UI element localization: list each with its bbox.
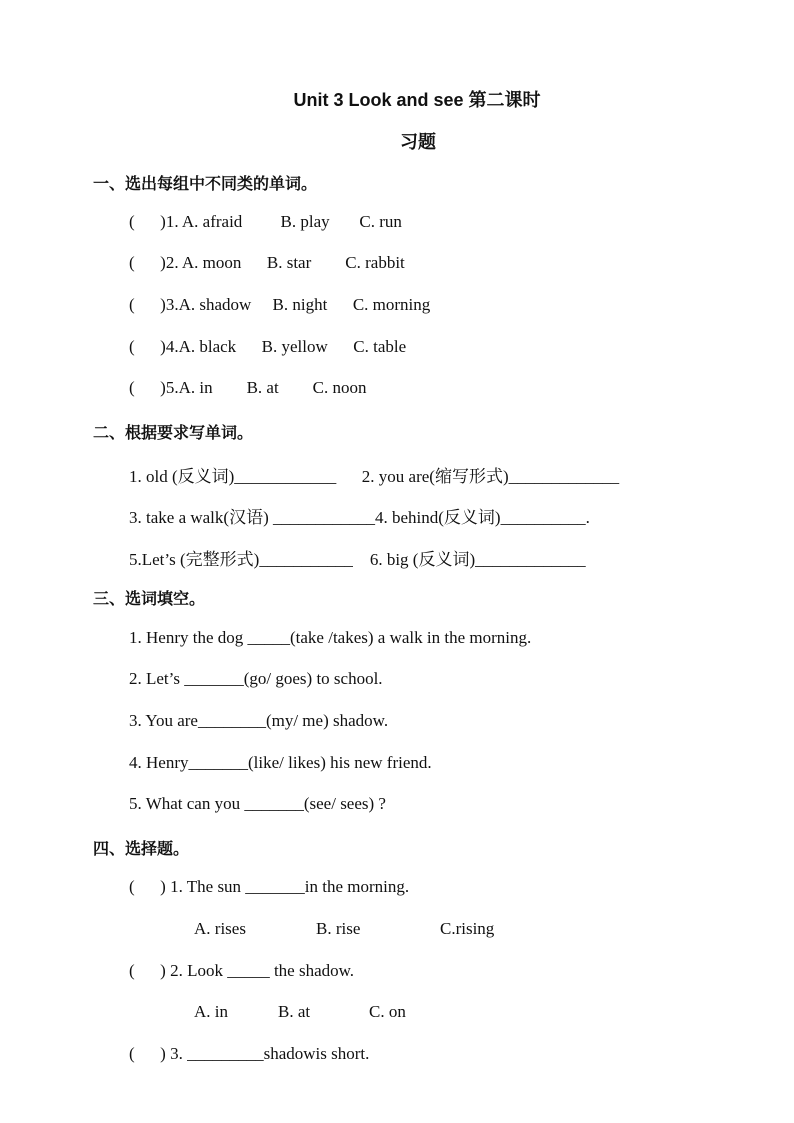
s1-question-1: ( )1. A. afraid B. play C. run — [129, 212, 402, 231]
page-subtitle: 习题 — [400, 132, 436, 153]
s4-question-2: ( ) 2. Look _____ the shadow. — [129, 961, 355, 980]
s1-question-3: ( )3.A. shadow B. night C. morning — [129, 295, 431, 314]
s4-q1-option-c: C.rising — [440, 919, 495, 938]
s3-question-4: 4. Henry_______(like/ likes) his new friend. — [129, 753, 432, 772]
section-2-heading: 二、根据要求写单词。 — [93, 423, 254, 442]
s4-question-3: ( ) 3. _________shadowis short. — [129, 1044, 370, 1063]
s2-question-3: 5.Let’s (完整形式)___________ 6. big (反义词)_____________ — [129, 550, 586, 569]
s4-question-1: ( ) 1. The sun _______in the morning. — [129, 877, 410, 896]
s2-question-2: 3. take a walk(汉语) ____________4. behind(反义词)__________. — [129, 508, 590, 527]
page-title: Unit 3 Look and see 第二课时 — [293, 90, 541, 110]
s4-q1-option-b: B. rise — [316, 919, 361, 938]
s4-q1-option-a: A. rises — [194, 919, 246, 938]
s4-q2-option-b: B. at — [278, 1002, 311, 1021]
s1-question-5: ( )5.A. in B. at C. noon — [129, 378, 367, 397]
s3-question-2: 2. Let’s _______(go/ goes) to school. — [129, 669, 383, 688]
section-3-heading: 三、选词填空。 — [93, 589, 206, 608]
s1-question-4: ( )4.A. black B. yellow C. table — [129, 337, 407, 356]
section-1-heading: 一、选出每组中不同类的单词。 — [93, 174, 318, 193]
section-4-heading: 四、选择题。 — [93, 839, 190, 858]
s3-question-1: 1. Henry the dog _____(take /takes) a walk in the morning. — [129, 628, 532, 647]
s1-question-2: ( )2. A. moon B. star C. rabbit — [129, 253, 405, 272]
s3-question-5: 5. What can you _______(see/ sees) ? — [129, 794, 386, 813]
s4-q2-option-a: A. in — [194, 1002, 228, 1021]
s2-question-1: 1. old (反义词)____________ 2. you are(缩写形式)_____________ — [129, 467, 620, 486]
s3-question-3: 3. You are________(my/ me) shadow. — [129, 711, 389, 730]
s4-q2-option-c: C. on — [369, 1002, 406, 1021]
